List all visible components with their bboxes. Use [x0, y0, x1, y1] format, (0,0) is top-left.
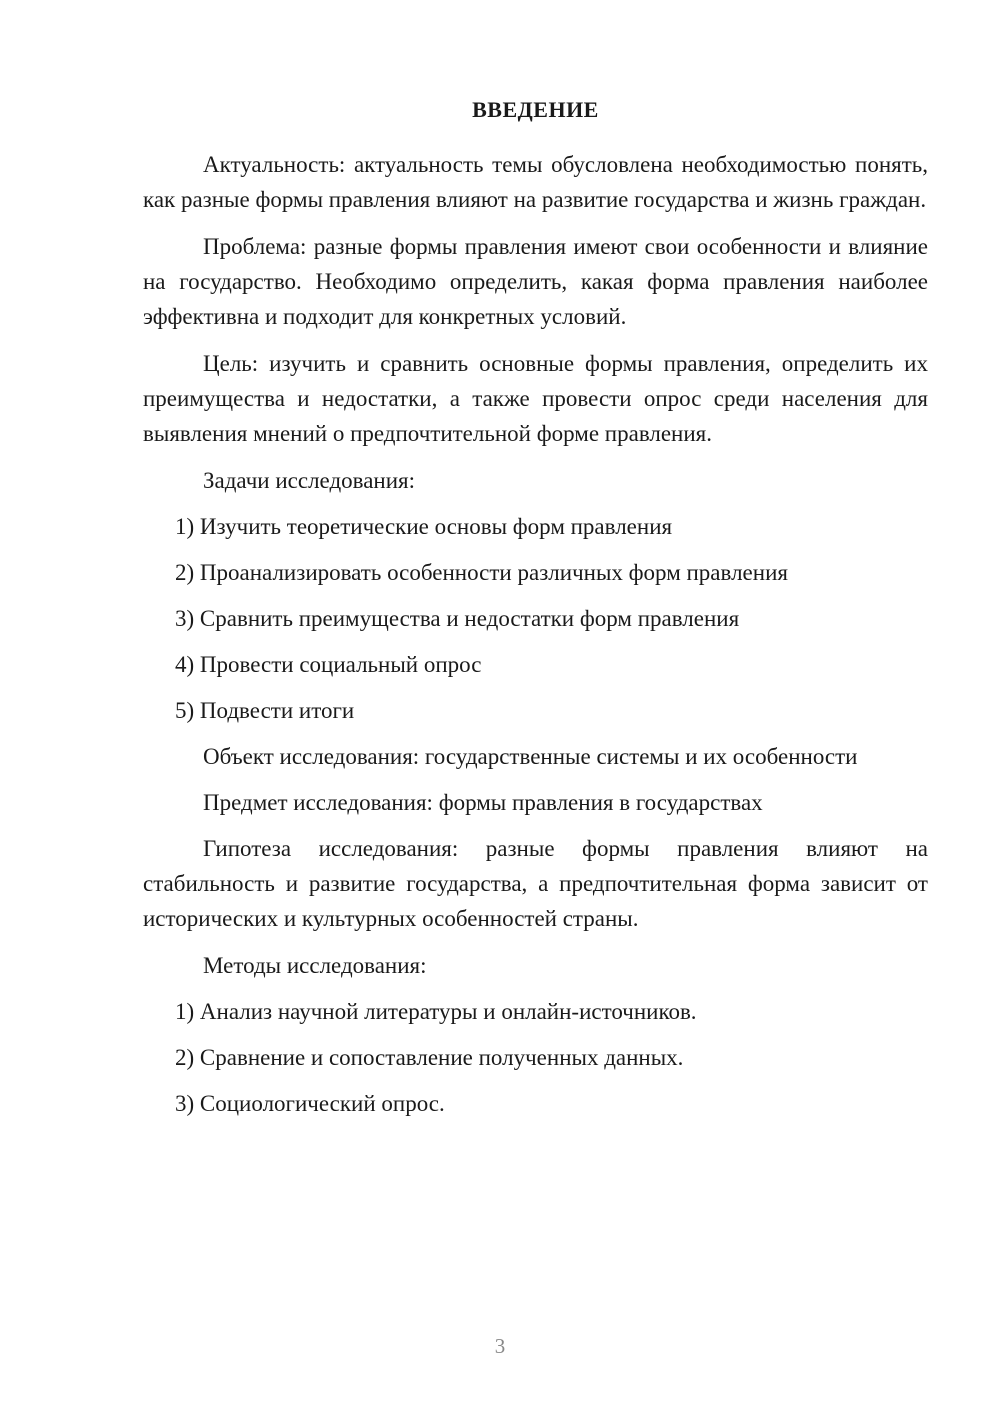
task-item: 3) Сравнить преимущества и недостатки форм правления — [175, 606, 740, 631]
page-number: 3 — [494, 1334, 506, 1358]
methods-list — [143, 994, 928, 1121]
task-item: 2) Проанализировать особенности различных форм правления — [175, 560, 788, 585]
goal-paragraph: Цель: изучить и сравнить основные формы правления, определить их преимущества и недостатки, а также провести опрос среди населения для выявления мнений о предпочтительной форме правления. — [143, 351, 928, 446]
page-content — [143, 92, 928, 1132]
task-item: 1) Изучить теоретические основы форм правления — [175, 514, 673, 539]
object-paragraph: Объект исследования: государственные системы и их особенности — [203, 744, 858, 769]
subject-paragraph: Предмет исследования: формы правления в государствах — [203, 790, 763, 815]
relevance-paragraph: Актуальность: актуальность темы обусловлена необходимостью понять, как разные формы правления влияют на развитие государства и жизнь граждан. — [143, 152, 928, 212]
task-item: 5) Подвести итоги — [175, 698, 355, 723]
method-item: 2) Сравнение и сопоставление полученных данных. — [175, 1045, 684, 1070]
problem-paragraph: Проблема: разные формы правления имеют свои особенности и влияние на государство. Необходимо определить, какая форма правления наиболее эффективна и подходит для конкретных условий. — [143, 234, 928, 329]
section-title: ВВЕДЕНИЕ — [472, 97, 599, 122]
tasks-list — [143, 509, 928, 728]
method-item: 1) Анализ научной литературы и онлайн-источников. — [175, 999, 697, 1024]
method-item: 3) Социологический опрос. — [175, 1091, 445, 1116]
hypothesis-paragraph: Гипотеза исследования: разные формы правления влияют на стабильность и развитие государства, а предпочтительная форма зависит от исторических и культурных особенностей страны. — [143, 836, 928, 931]
task-item: 4) Провести социальный опрос — [175, 652, 482, 677]
tasks-heading: Задачи исследования: — [203, 468, 416, 493]
methods-heading: Методы исследования: — [203, 953, 427, 978]
